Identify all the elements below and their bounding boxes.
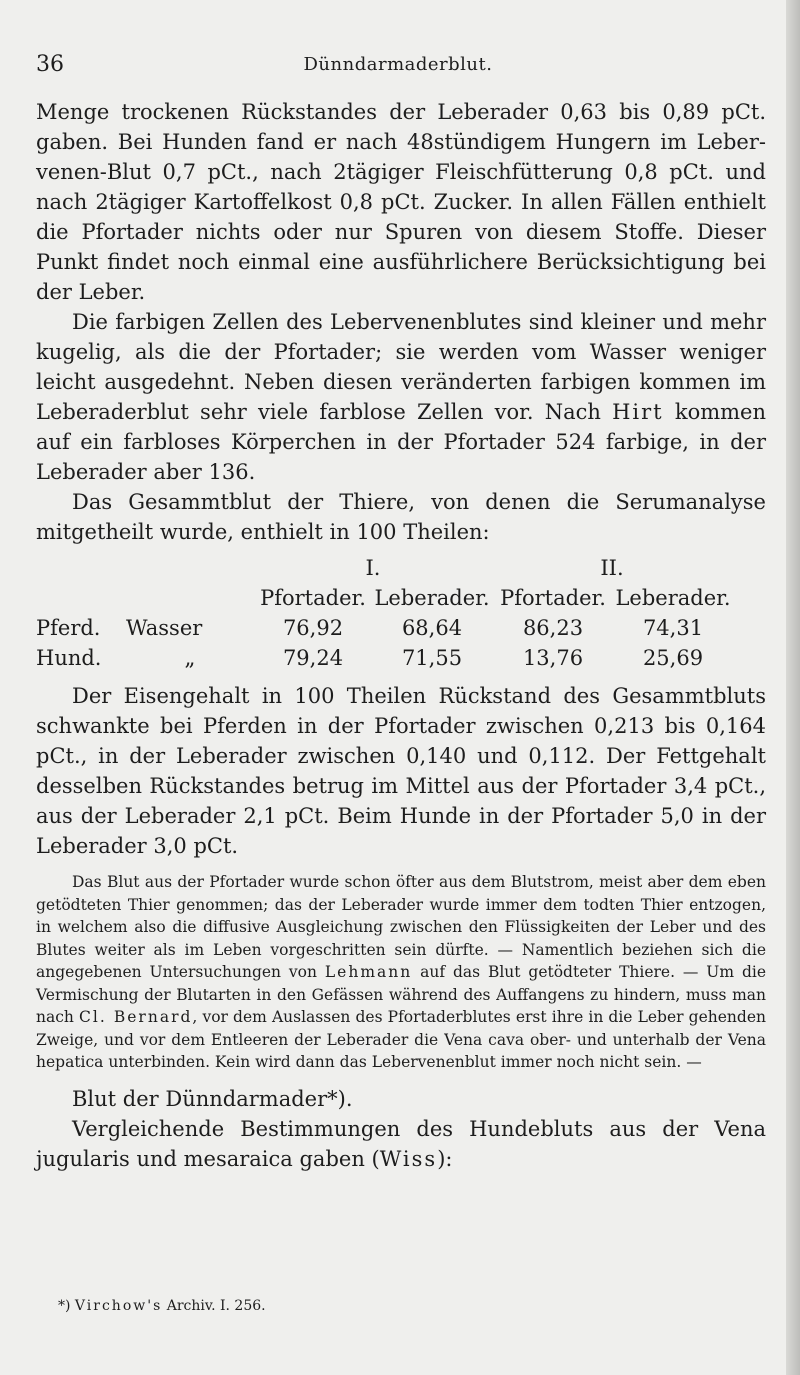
paragraph-1: Menge trockenen Rückstandes der Leberader 0,63 bis 0,89 pCt. gaben. Bei Hunden fand er nach 48stündigem Hungern im Leber-venen-Blut 0,7 pCt., nach 2tägiger Fleischfütterung 0,8 pCt. und nach 2tägiger Kartoffelkost 0,8 pCt. Zucker. In allen Fällen enthielt die Pfortader nichts oder nur Spuren von diesem Stoffe. Dieser Punkt findet noch einmal eine ausführlichere Berücksichtigung bei der Leber. <box>36 100 766 304</box>
paragraph-2: Die farbigen Zellen des Lebervenenblutes sind kleiner und mehr kugelig, als die der Pfortader; sie werden vom Wasser weniger leicht ausgedehnt. Neben diesen veränderten farbigen kommen im Leberaderblut sehr viele farblose Zellen vor. Nach Hirt kommen auf ein farbloses Körperchen in der Pfortader 524 farbige, in der Leberader aber 136. <box>36 310 766 484</box>
author-name-wiss: Wiss <box>379 1146 438 1171</box>
blood-composition-table <box>36 553 732 673</box>
running-title: Dünndarmaderblut. <box>303 54 493 75</box>
table-column-header <box>36 583 732 613</box>
col-leberader-1: Leberader. <box>374 586 490 610</box>
table-group-header <box>36 553 732 583</box>
group-1-label: I. <box>365 556 381 580</box>
page-edge <box>786 0 800 1375</box>
col-pfortader-1: Pfortader. <box>260 586 366 610</box>
table-row: Pferd. Wasser 76,92 68,64 86,23 74,31 <box>36 616 704 640</box>
col-leberader-2: Leberader. <box>615 586 731 610</box>
page-number: 36 <box>36 52 64 77</box>
col-pfortader-2: Pfortader. <box>500 586 606 610</box>
author-name-hirt: Hirt <box>612 400 664 424</box>
small-print-note: Das Blut aus der Pfortader wurde schon öfter aus dem Blutstrom, meist aber dem eben getödteten Thier genommen; das der Leberader wurde immer dem todten Thier entzogen, in welchem also die diffusive Ausgleichung zwischen den Flüssigkeiten der Leber und des Blutes weiter als im Leben vorgeschritten sein dürfte. — Namentlich beziehen sich die angegebenen Untersuchungen von Lehmann auf das Blut getödteter Thiere. — Um die Vermischung der Blutarten in den Gefässen während des Auffangens zu hindern, muss man nach Cl. Bernard, vor dem Auslassen des Pfortaderblutes erst ihre in die Leber gehenden Zweige, und vor dem Entleeren der Leberader die Vena cava ober- und unterhalb der Vena hepatica unterbinden. Kein wird dann das Lebervenenblut immer noch nicht sein. — <box>36 873 766 1071</box>
page-body <box>36 97 766 1174</box>
table-row: Hund. „ 79,24 71,55 13,76 25,69 <box>36 646 704 670</box>
section-paragraph: Vergleichende Bestimmungen des Hundebluts aus der Vena jugularis und mesaraica gaben (Wiss): <box>36 1116 766 1171</box>
page-header <box>36 52 760 82</box>
paragraph-4: Der Eisengehalt in 100 Theilen Rückstand des Gesammtbluts schwankte bei Pferden in der Pfortader zwischen 0,213 bis 0,164 pCt., in der Leberader zwischen 0,140 und 0,112. Der Fettgehalt desselben Rückstandes betrug im Mittel aus der Pfortader 3,4 pCt., aus der Leberader 2,1 pCt. Beim Hunde in der Pfortader 5,0 in der Leberader 3,0 pCt. <box>36 684 766 858</box>
paragraph-3: Das Gesammtblut der Thiere, von denen die Serumanalyse mitgetheilt wurde, enthielt in 100 Theilen: <box>36 490 766 544</box>
author-name-bernard: Cl. Bernard <box>79 1008 193 1026</box>
group-2-label: II. <box>600 556 624 580</box>
footnote: *) Virchow's Archiv. I. 256. <box>58 1298 266 1314</box>
section-heading: Blut der Dünndarmader*). <box>72 1086 353 1111</box>
author-name-lehmann: Lehmann <box>324 963 413 981</box>
